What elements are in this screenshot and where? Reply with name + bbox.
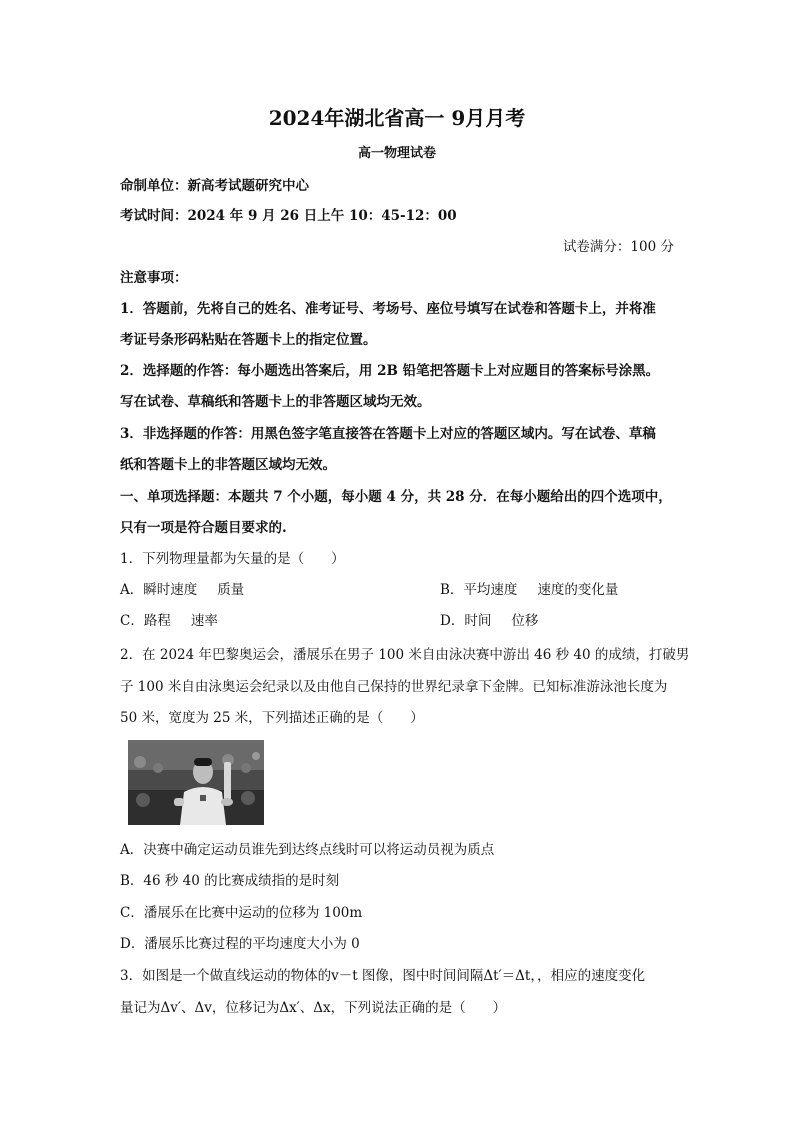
question-1-option-d [440, 611, 538, 631]
option-b-label: B．平均速度 [440, 582, 518, 598]
notice-item-3-line-2: 纸和答题卡上的非答题区域均无效。 [120, 457, 336, 473]
question-2-option-c: C．潘展乐在比赛中运动的位移为 100m [120, 905, 363, 921]
notice-item-2-line-2: 写在试卷、草稿纸和答题卡上的非答题区域均无效。 [120, 394, 431, 410]
question-2-line-2: 子 100 米自由泳奥运会纪录以及由他自己保持的世界纪录拿下金牌。已知标准游泳池长度为 [120, 679, 668, 695]
option-d-label: D．时间 [440, 613, 492, 629]
question-1-option-c [120, 611, 218, 631]
question-2-option-a: A．决赛中确定运动员谁先到达终点线时可以将运动员视为质点 [120, 842, 495, 858]
option-d-extra: 位移 [511, 613, 539, 629]
question-1-option-b [440, 580, 618, 600]
question-2-option-b: B．46 秒 40 的比赛成绩指的是时刻 [120, 873, 340, 889]
question-3-line-2: 量记为Δv′、Δv，位移记为Δx′、Δx，下列说法正确的是（ ） [120, 1000, 507, 1016]
question-2-line-3: 50 米，宽度为 25 米，下列描述正确的是（ ） [120, 710, 424, 726]
notice-item-3-line-1: 3．非选择题的作答：用黑色签字笔直接答在答题卡上对应的答题区域内。写在试卷、草稿 [120, 426, 656, 442]
question-2-option-d: D．潘展乐比赛过程的平均速度大小为 0 [120, 936, 360, 952]
question-1-stem: 1．下列物理量都为矢量的是（ ） [120, 551, 345, 567]
notice-item-1-line-2: 考证号条形码粘贴在答题卡上的指定位置。 [120, 332, 377, 348]
option-b-extra: 速度的变化量 [537, 582, 619, 598]
question-1-option-a [120, 580, 244, 600]
page-title: 2024年湖北省高一 9月月考 [268, 106, 526, 130]
notice-heading: 注意事项： [120, 270, 188, 286]
swimmer-photo [128, 740, 264, 825]
exam-time: 考试时间：2024 年 9 月 26 日上午 10：45-12：00 [120, 208, 457, 224]
page-subtitle: 高一物理试卷 [357, 146, 436, 161]
notice-item-1-line-1: 1．答题前，先将自己的姓名、准考证号、考场号、座位号填写在试卷和答题卡上，并将准 [120, 301, 656, 317]
question-2-line-1: 2．在 2024 年巴黎奥运会，潘展乐在男子 100 米自由泳决赛中游出 46 秒 40 的成绩，打破男 [120, 647, 690, 663]
issuing-unit: 命制单位：新高考试题研究中心 [120, 178, 309, 194]
option-a-extra: 质量 [217, 582, 245, 598]
full-score: 试卷满分：100 分 [562, 239, 674, 255]
option-c-label: C．路程 [120, 613, 171, 629]
question-3-line-1: 3．如图是一个做直线运动的物体的v－t 图像，图中时间间隔Δt′＝Δt，，相应的速度变化 [120, 968, 646, 984]
section-1-heading-line-1: 一、单项选择题：本题共 7 个小题，每小题 4 分，共 28 分．在每小题给出的四个选项中， [120, 489, 672, 505]
option-c-extra: 速率 [190, 613, 218, 629]
section-1-heading-line-2: 只有一项是符合题目要求的. [120, 520, 287, 536]
notice-item-2-line-1: 2．选择题的作答：每小题选出答案后，用 2B 铅笔把答题卡上对应题目的答案标号涂黑。 [120, 363, 660, 379]
option-a-label: A．瞬时速度 [120, 582, 198, 598]
